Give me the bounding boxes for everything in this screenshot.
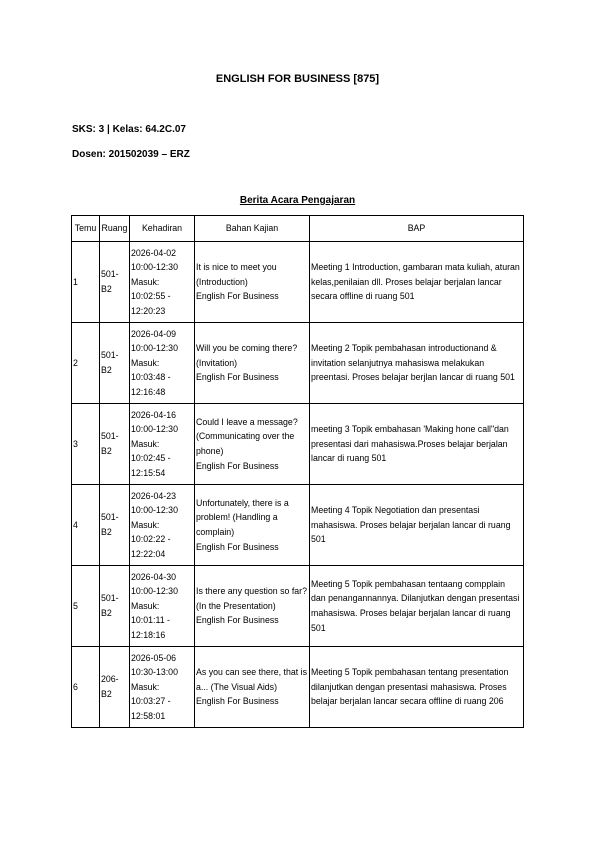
cell-bap: Meeting 5 Topik pembahasan tentang presentation dilanjutkan dengan presentasi mahasiswa. Proses belajar berjalan lancar secara offline di ruang 206: [310, 647, 524, 728]
dosen-line: Dosen: 201502039 – ERZ: [72, 149, 190, 160]
kehadiran-in: 10:03:48 -: [131, 372, 171, 383]
cell-kehadiran: [130, 647, 195, 728]
section-title: Berita Acara Pengajaran: [239, 195, 356, 206]
kehadiran-out: 12:16:48: [131, 386, 166, 397]
cell-bap: Meeting 4 Topik Negotiation dan presentasi mahasiswa. Proses belajar berjalan lancar di ruang 501: [310, 485, 524, 566]
kehadiran-schedule: 10:00-12:30: [131, 586, 178, 597]
kehadiran-date: 2026-04-30: [131, 571, 176, 582]
kehadiran-label: Masuk:: [131, 519, 160, 530]
cell-kehadiran: [130, 242, 195, 323]
kehadiran-label: Masuk:: [131, 438, 160, 449]
cell-temu: 4: [72, 485, 100, 566]
cell-bahan-kajian: [195, 323, 310, 404]
cell-kehadiran: [130, 404, 195, 485]
cell-bahan-kajian: [195, 404, 310, 485]
bahan-topic: Unfortunately, there is a problem! (Handling a complain): [196, 497, 289, 537]
attendance-table: [71, 215, 524, 728]
cell-temu: 2: [72, 323, 100, 404]
kehadiran-out: 12:18:16: [131, 629, 166, 640]
kehadiran-schedule: 10:00-12:30: [131, 424, 178, 435]
bahan-topic: Could I leave a message? (Communicating over the phone): [196, 416, 298, 456]
cell-temu: 5: [72, 566, 100, 647]
cell-bahan-kajian: [195, 485, 310, 566]
bahan-course: English For Business: [196, 541, 279, 552]
bahan-topic: Will you be coming there? (Invitation): [196, 343, 298, 368]
kehadiran-in: 10:03:27 -: [131, 696, 171, 707]
kehadiran-date: 2026-05-06: [131, 652, 176, 663]
bahan-course: English For Business: [196, 291, 279, 302]
table-row: [72, 566, 524, 647]
table-row: [72, 323, 524, 404]
cell-bap: Meeting 1 Introduction, gambaran mata kuliah, aturan kelas,penilaian dll. Proses belajar berjalan lancar secara offline di ruang 501: [310, 242, 524, 323]
table-header-row: [72, 216, 524, 242]
cell-ruang: 501-B2: [100, 242, 130, 323]
kehadiran-date: 2026-04-16: [131, 409, 176, 420]
bahan-course: English For Business: [196, 460, 279, 471]
cell-bap: meeting 3 Topik embahasan 'Making hone call"dan presentasi dari mahasiswa.Proses belajar berjalan lancar di ruang 501: [310, 404, 524, 485]
cell-temu: 3: [72, 404, 100, 485]
table-row: [72, 485, 524, 566]
bahan-course: English For Business: [196, 696, 279, 707]
bahan-topic: Is there any question so far? (In the Presentation): [196, 586, 308, 611]
kehadiran-label: Masuk:: [131, 276, 160, 287]
course-title: ENGLISH FOR BUSINESS [875]: [215, 73, 380, 85]
kehadiran-out: 12:22:04: [131, 548, 166, 559]
cell-kehadiran: [130, 485, 195, 566]
bahan-topic: As you can see there, that is a... (The Visual Aids): [196, 667, 308, 692]
cell-ruang: 206-B2: [100, 647, 130, 728]
cell-ruang: 501-B2: [100, 323, 130, 404]
kehadiran-schedule: 10:00-12:30: [131, 343, 178, 354]
kehadiran-out: 12:15:54: [131, 467, 166, 478]
kehadiran-in: 10:02:55 -: [131, 291, 171, 302]
cell-bahan-kajian: [195, 647, 310, 728]
cell-temu: 1: [72, 242, 100, 323]
cell-bap: Meeting 5 Topik pembahasan tentaang compplain dan penangannannya. Dilanjutkan dengan presentasi mahasiswa. Proses belajar berjalan lancar di ruang 501: [310, 566, 524, 647]
header-ruang: Ruang: [100, 216, 130, 242]
sks-kelas-line: SKS: 3 | Kelas: 64.2C.07: [72, 124, 186, 135]
kehadiran-out: 12:58:01: [131, 710, 166, 721]
kehadiran-schedule: 10:30-13:00: [131, 667, 178, 678]
table-row: [72, 242, 524, 323]
bahan-course: English For Business: [196, 372, 279, 383]
cell-bahan-kajian: [195, 242, 310, 323]
header-temu: Temu: [72, 216, 100, 242]
header-bahan-kajian: Bahan Kajian: [195, 216, 310, 242]
kehadiran-out: 12:20:23: [131, 305, 166, 316]
bahan-course: English For Business: [196, 615, 279, 626]
kehadiran-in: 10:02:45 -: [131, 453, 171, 464]
kehadiran-date: 2026-04-02: [131, 247, 176, 258]
cell-ruang: 501-B2: [100, 485, 130, 566]
table-row: [72, 647, 524, 728]
cell-bahan-kajian: [195, 566, 310, 647]
kehadiran-in: 10:02:22 -: [131, 534, 171, 545]
kehadiran-schedule: 10:00-12:30: [131, 505, 178, 516]
cell-ruang: 501-B2: [100, 566, 130, 647]
kehadiran-date: 2026-04-09: [131, 328, 176, 339]
kehadiran-in: 10:01:11 -: [131, 615, 170, 626]
kehadiran-schedule: 10:00-12:30: [131, 262, 178, 273]
header-bap: BAP: [310, 216, 524, 242]
bahan-topic: It is nice to meet you (Introduction): [196, 262, 277, 287]
kehadiran-date: 2026-04-23: [131, 490, 176, 501]
cell-bap: Meeting 2 Topik pembahasan introductionand & invitation selanjutnya mahasiswa melakukan preentasi. Proses belajar berjlan lancar di ruang 501: [310, 323, 524, 404]
kehadiran-label: Masuk:: [131, 681, 160, 692]
cell-ruang: 501-B2: [100, 404, 130, 485]
table-row: [72, 404, 524, 485]
kehadiran-label: Masuk:: [131, 600, 160, 611]
cell-temu: 6: [72, 647, 100, 728]
header-kehadiran: Kehadiran: [130, 216, 195, 242]
kehadiran-label: Masuk:: [131, 357, 160, 368]
cell-kehadiran: [130, 566, 195, 647]
cell-kehadiran: [130, 323, 195, 404]
